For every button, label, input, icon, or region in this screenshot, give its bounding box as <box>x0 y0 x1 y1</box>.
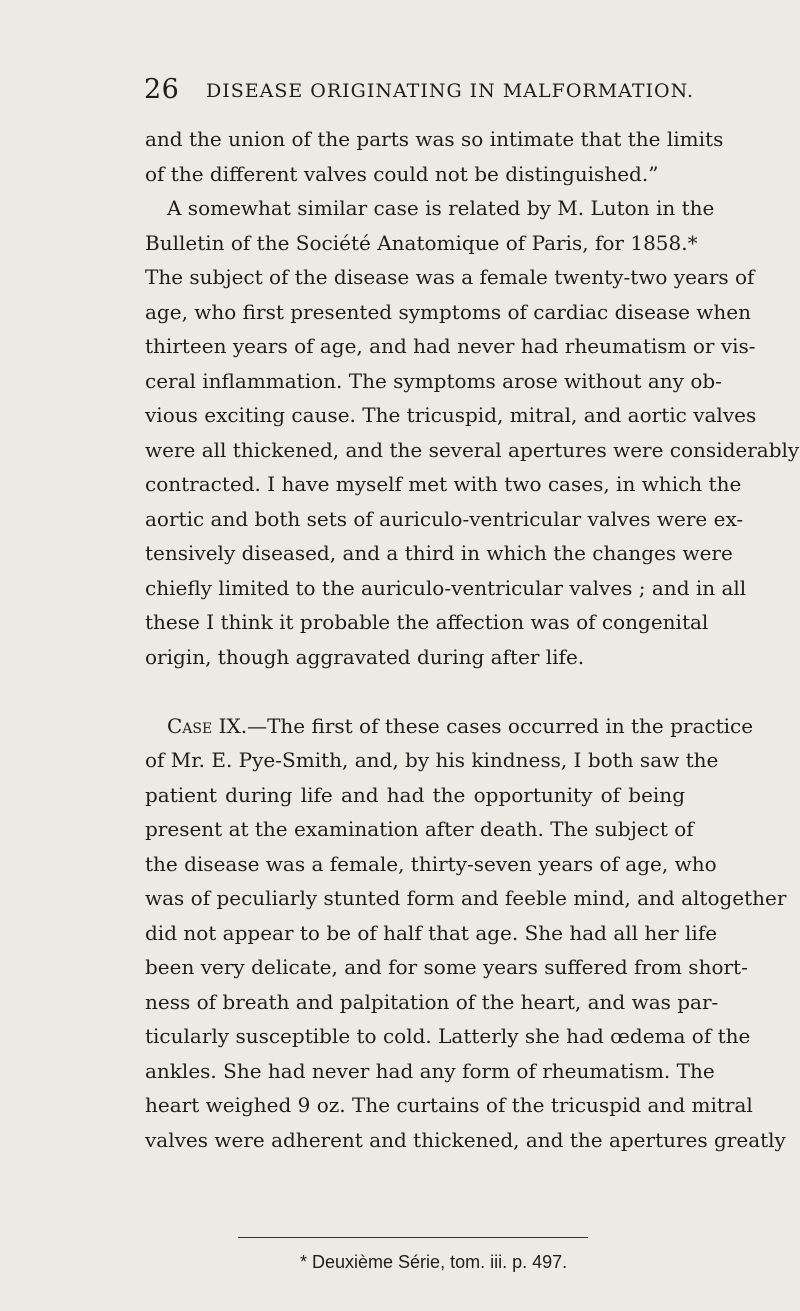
text-line: heart weighed 9 oz. The curtains of the tricuspid and mitral <box>145 1093 753 1117</box>
text-line: of the different valves could not be distinguished.” <box>145 161 659 186</box>
footnote-divider <box>238 1237 588 1238</box>
text-line: A somewhat similar case is related by M. Luton in the <box>167 196 715 220</box>
text-line: chiefly limited to the auriculo-ventricular valves ; and in all <box>145 575 747 600</box>
text-line: aortic and both sets of auriculo-ventricular valves were ex- <box>145 506 744 531</box>
text-line: patient during life and had the opportunity of being <box>145 782 685 807</box>
text-line: and the union of the parts was so intimate that the limits <box>145 127 724 151</box>
body-text <box>145 122 800 1157</box>
text-line: ceral inflammation. The symptoms arose without any ob- <box>145 368 722 393</box>
text-line: ankles. She had never had any form of rheumatism. The <box>145 1058 715 1083</box>
text-line: origin, though aggravated during after life. <box>145 644 585 669</box>
text-line: vious exciting cause. The tricuspid, mitral, and aortic valves <box>145 403 757 427</box>
running-head <box>144 74 695 106</box>
text-line: of Mr. E. Pye-Smith, and, by his kindness, I both saw the <box>145 748 719 772</box>
footnote: * Deuxième Série, tom. iii. p. 497. <box>300 1252 568 1272</box>
text-line: these I think it probable the affection was of congenital <box>145 610 709 634</box>
text-line: was of peculiarly stunted form and feeble mind, and altogether <box>145 886 787 910</box>
text-line: valves were adherent and thickened, and the apertures greatly <box>145 1127 786 1152</box>
text-line: age, who first presented symptoms of cardiac disease when <box>145 299 752 324</box>
case-first-line-text: —The first of these cases occurred in the practice <box>247 713 754 738</box>
case-label: Case IX. <box>167 713 248 738</box>
text-line: the disease was a female, thirty-seven years of age, who <box>145 851 717 876</box>
text-line: did not appear to be of half that age. She had all her life <box>145 920 718 945</box>
case-first-line <box>145 709 754 744</box>
text-line: The subject of the disease was a female twenty-two years of <box>145 265 755 289</box>
running-title: DISEASE ORIGINATING IN MALFORMATION. <box>206 80 695 102</box>
text-line: thirteen years of age, and had never had rheumatism or vis- <box>145 334 756 358</box>
paragraph-gap <box>145 674 685 709</box>
text-line: ness of breath and palpitation of the heart, and was par- <box>145 989 719 1014</box>
text-line: ticularly susceptible to cold. Latterly she had œdema of the <box>145 1024 751 1048</box>
page-number: 26 <box>144 74 180 105</box>
text-line: present at the examination after death. The subject of <box>145 817 694 841</box>
text-line: contracted. I have myself met with two cases, in which the <box>145 472 742 496</box>
text-line: been very delicate, and for some years suffered from short- <box>145 955 748 979</box>
text-line: tensively diseased, and a third in which the changes were <box>145 541 733 565</box>
text-line: were all thickened, and the several apertures were considerably <box>145 437 800 462</box>
text-line: Bulletin of the Société Anatomique of Paris, for 1858.* <box>145 230 698 255</box>
